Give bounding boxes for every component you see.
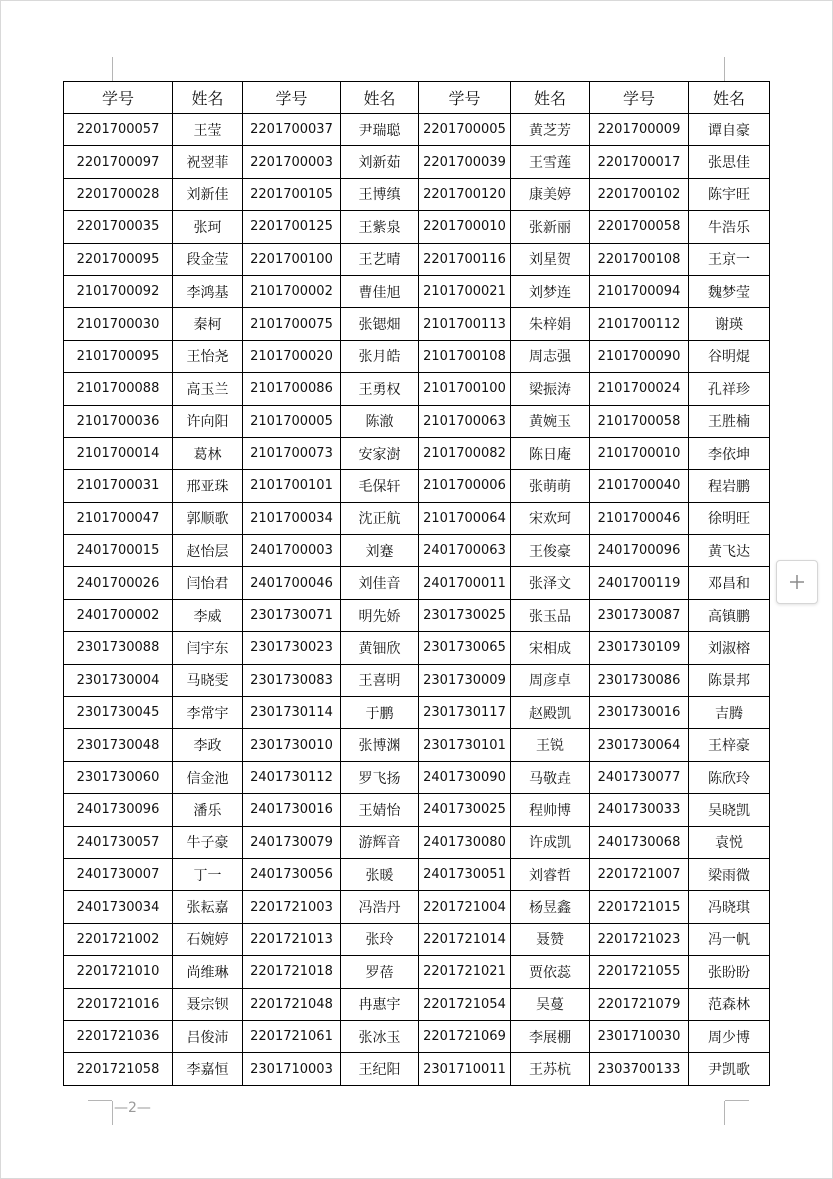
student-id-cell: 2101700040 [590, 470, 689, 502]
student-name-cell: 牛浩乐 [689, 211, 770, 243]
student-id-cell: 2201721002 [64, 923, 173, 955]
student-name-cell: 王雪莲 [511, 146, 590, 178]
student-id-cell: 2401730112 [243, 761, 341, 793]
column-header-name: 姓名 [511, 82, 590, 114]
student-id-cell: 2401730096 [64, 794, 173, 826]
student-name-cell: 王莹 [173, 114, 243, 146]
student-name-cell: 王婧怡 [341, 794, 419, 826]
student-name-cell: 周少博 [689, 1020, 770, 1052]
table-row [64, 1020, 770, 1052]
student-id-cell: 2301730060 [64, 761, 173, 793]
student-id-cell: 2101700095 [64, 340, 173, 372]
student-id-cell: 2201700116 [419, 243, 511, 275]
student-name-cell: 吉腾 [689, 697, 770, 729]
student-id-cell: 2101700031 [64, 470, 173, 502]
student-name-cell: 高玉兰 [173, 373, 243, 405]
student-id-cell: 2201700120 [419, 178, 511, 210]
student-id-cell: 2201721003 [243, 891, 341, 923]
table-row [64, 211, 770, 243]
student-name-cell: 王紫泉 [341, 211, 419, 243]
student-id-cell: 2201700037 [243, 114, 341, 146]
student-id-cell: 2401730090 [419, 761, 511, 793]
column-header-student-id: 学号 [590, 82, 689, 114]
student-id-cell: 2201721004 [419, 891, 511, 923]
student-name-cell: 王梓豪 [689, 729, 770, 761]
student-id-cell: 2201700035 [64, 211, 173, 243]
table-row [64, 405, 770, 437]
student-name-cell: 张博渊 [341, 729, 419, 761]
student-name-cell: 谭自豪 [689, 114, 770, 146]
student-id-cell: 2401700002 [64, 599, 173, 631]
student-id-cell: 2101700030 [64, 308, 173, 340]
table-row [64, 1053, 770, 1085]
student-id-cell: 2401730051 [419, 858, 511, 890]
student-name-cell: 谢瑛 [689, 308, 770, 340]
crop-mark [112, 1101, 113, 1125]
student-name-cell: 潘乐 [173, 794, 243, 826]
student-name-cell: 安家澍 [341, 437, 419, 469]
student-id-cell: 2401730016 [243, 794, 341, 826]
student-name-cell: 吴晓凯 [689, 794, 770, 826]
student-id-cell: 2201721021 [419, 956, 511, 988]
student-name-cell: 郭顺歌 [173, 502, 243, 534]
student-table-container [63, 81, 769, 1086]
student-id-cell: 2301730117 [419, 697, 511, 729]
student-name-cell: 刘星贺 [511, 243, 590, 275]
student-name-cell: 张锶畑 [341, 308, 419, 340]
student-id-cell: 2201700125 [243, 211, 341, 243]
student-name-cell: 赵怡层 [173, 535, 243, 567]
student-id-cell: 2201721023 [590, 923, 689, 955]
student-id-cell: 2401700096 [590, 535, 689, 567]
student-name-cell: 牛子豪 [173, 826, 243, 858]
student-name-cell: 张玲 [341, 923, 419, 955]
student-name-cell: 梁雨微 [689, 858, 770, 890]
student-name-cell: 陈澈 [341, 405, 419, 437]
student-name-cell: 张珂 [173, 211, 243, 243]
table-row [64, 729, 770, 761]
student-name-cell: 王艺晴 [341, 243, 419, 275]
student-name-cell: 孔祥珍 [689, 373, 770, 405]
student-id-cell: 2101700082 [419, 437, 511, 469]
student-id-cell: 2201721058 [64, 1053, 173, 1085]
student-name-cell: 冯一帆 [689, 923, 770, 955]
student-name-cell: 张暖 [341, 858, 419, 890]
table-row [64, 275, 770, 307]
student-id-cell: 2201721048 [243, 988, 341, 1020]
student-name-cell: 陈景邦 [689, 664, 770, 696]
student-name-cell: 吕俊沛 [173, 1020, 243, 1052]
student-name-cell: 信金池 [173, 761, 243, 793]
student-id-cell: 2201700108 [590, 243, 689, 275]
table-row [64, 761, 770, 793]
student-name-cell: 陈欣玲 [689, 761, 770, 793]
student-id-cell: 2301710003 [243, 1053, 341, 1085]
student-id-cell: 2101700094 [590, 275, 689, 307]
student-name-cell: 程岩鹏 [689, 470, 770, 502]
student-name-cell: 黄飞达 [689, 535, 770, 567]
student-name-cell: 宋相成 [511, 632, 590, 664]
student-id-cell: 2101700010 [590, 437, 689, 469]
student-name-cell: 游辉音 [341, 826, 419, 858]
student-id-cell: 2301730064 [590, 729, 689, 761]
student-name-cell: 秦柯 [173, 308, 243, 340]
student-id-cell: 2201721016 [64, 988, 173, 1020]
student-name-cell: 刘新茹 [341, 146, 419, 178]
table-row [64, 988, 770, 1020]
student-name-cell: 葛林 [173, 437, 243, 469]
student-name-cell: 许成凯 [511, 826, 590, 858]
student-id-cell: 2401730033 [590, 794, 689, 826]
student-name-cell: 沈正航 [341, 502, 419, 534]
student-name-cell: 梁振涛 [511, 373, 590, 405]
student-id-cell: 2301730071 [243, 599, 341, 631]
student-name-cell: 尚维琳 [173, 956, 243, 988]
table-row [64, 858, 770, 890]
student-name-cell: 刘梦连 [511, 275, 590, 307]
add-button[interactable] [776, 560, 818, 604]
column-header-name: 姓名 [689, 82, 770, 114]
student-id-cell: 2101700024 [590, 373, 689, 405]
student-id-cell: 2101700014 [64, 437, 173, 469]
student-name-cell: 毛保轩 [341, 470, 419, 502]
student-id-cell: 2201700105 [243, 178, 341, 210]
student-id-cell: 2401730080 [419, 826, 511, 858]
page-number-value: 2 [128, 1100, 137, 1116]
student-id-cell: 2301730065 [419, 632, 511, 664]
student-name-cell: 闫宇东 [173, 632, 243, 664]
student-id-cell: 2401730025 [419, 794, 511, 826]
student-name-cell: 范森林 [689, 988, 770, 1020]
student-id-cell: 2101700108 [419, 340, 511, 372]
student-name-cell: 许向阳 [173, 405, 243, 437]
student-name-cell: 邓昌和 [689, 567, 770, 599]
student-id-cell: 2201721069 [419, 1020, 511, 1052]
student-id-cell: 2101700002 [243, 275, 341, 307]
table-row [64, 437, 770, 469]
student-id-cell: 2401700011 [419, 567, 511, 599]
student-name-cell: 李鸿基 [173, 275, 243, 307]
column-header-student-id: 学号 [64, 82, 173, 114]
student-name-cell: 李威 [173, 599, 243, 631]
column-header-name: 姓名 [341, 82, 419, 114]
student-table [63, 81, 770, 1086]
student-id-cell: 2201700005 [419, 114, 511, 146]
student-name-cell: 罗飞扬 [341, 761, 419, 793]
student-id-cell: 2201721013 [243, 923, 341, 955]
student-name-cell: 康美婷 [511, 178, 590, 210]
student-name-cell: 张冰玉 [341, 1020, 419, 1052]
student-id-cell: 2101700101 [243, 470, 341, 502]
student-id-cell: 2301730009 [419, 664, 511, 696]
table-row [64, 599, 770, 631]
table-row [64, 632, 770, 664]
student-id-cell: 2301730016 [590, 697, 689, 729]
student-id-cell: 2401700119 [590, 567, 689, 599]
student-name-cell: 刘蹇 [341, 535, 419, 567]
student-name-cell: 张萌萌 [511, 470, 590, 502]
table-row [64, 243, 770, 275]
student-name-cell: 张泽文 [511, 567, 590, 599]
student-id-cell: 2301730109 [590, 632, 689, 664]
student-id-cell: 2101700006 [419, 470, 511, 502]
student-name-cell: 尹瑞聪 [341, 114, 419, 146]
student-id-cell: 2201700039 [419, 146, 511, 178]
student-name-cell: 明先娇 [341, 599, 419, 631]
student-id-cell: 2201700009 [590, 114, 689, 146]
student-name-cell: 邢亚珠 [173, 470, 243, 502]
student-name-cell: 石婉婷 [173, 923, 243, 955]
student-id-cell: 2201700100 [243, 243, 341, 275]
student-id-cell: 2101700112 [590, 308, 689, 340]
student-name-cell: 张耘嘉 [173, 891, 243, 923]
student-name-cell: 王喜明 [341, 664, 419, 696]
page-number: —2— [114, 1100, 151, 1116]
student-id-cell: 2401730057 [64, 826, 173, 858]
student-id-cell: 2201721061 [243, 1020, 341, 1052]
student-id-cell: 2201721014 [419, 923, 511, 955]
table-body [64, 114, 770, 1086]
student-id-cell: 2101700046 [590, 502, 689, 534]
student-id-cell: 2301730083 [243, 664, 341, 696]
student-id-cell: 2201721010 [64, 956, 173, 988]
student-id-cell: 2101700092 [64, 275, 173, 307]
student-id-cell: 2401700026 [64, 567, 173, 599]
table-row [64, 373, 770, 405]
student-id-cell: 2101700047 [64, 502, 173, 534]
student-name-cell: 袁悦 [689, 826, 770, 858]
student-id-cell: 2201700017 [590, 146, 689, 178]
column-header-student-id: 学号 [243, 82, 341, 114]
student-name-cell: 王勇权 [341, 373, 419, 405]
student-name-cell: 徐明旺 [689, 502, 770, 534]
student-name-cell: 祝翌菲 [173, 146, 243, 178]
student-name-cell: 张新丽 [511, 211, 590, 243]
student-id-cell: 2301730086 [590, 664, 689, 696]
crop-mark [724, 57, 725, 81]
student-id-cell: 2201721054 [419, 988, 511, 1020]
student-name-cell: 张盼盼 [689, 956, 770, 988]
student-name-cell: 冯浩丹 [341, 891, 419, 923]
student-id-cell: 2401730068 [590, 826, 689, 858]
student-id-cell: 2301730025 [419, 599, 511, 631]
student-id-cell: 2201721007 [590, 858, 689, 890]
student-id-cell: 2101700088 [64, 373, 173, 405]
student-name-cell: 冯晓琪 [689, 891, 770, 923]
student-name-cell: 马晓雯 [173, 664, 243, 696]
student-name-cell: 杨昱鑫 [511, 891, 590, 923]
student-name-cell: 王怡尧 [173, 340, 243, 372]
student-name-cell: 李嘉恒 [173, 1053, 243, 1085]
table-row [64, 664, 770, 696]
student-name-cell: 宋欢珂 [511, 502, 590, 534]
student-id-cell: 2301710030 [590, 1020, 689, 1052]
student-name-cell: 高镇鹏 [689, 599, 770, 631]
student-name-cell: 王胜楠 [689, 405, 770, 437]
table-row [64, 956, 770, 988]
student-name-cell: 于鹏 [341, 697, 419, 729]
student-id-cell: 2101700073 [243, 437, 341, 469]
table-row [64, 178, 770, 210]
student-name-cell: 丁一 [173, 858, 243, 890]
student-name-cell: 马敬垚 [511, 761, 590, 793]
student-id-cell: 2101700090 [590, 340, 689, 372]
student-id-cell: 2401700015 [64, 535, 173, 567]
student-name-cell: 周彦卓 [511, 664, 590, 696]
student-id-cell: 2201721079 [590, 988, 689, 1020]
student-id-cell: 2201700028 [64, 178, 173, 210]
student-id-cell: 2201700010 [419, 211, 511, 243]
student-name-cell: 陈日庵 [511, 437, 590, 469]
student-id-cell: 2101700113 [419, 308, 511, 340]
student-id-cell: 2301730088 [64, 632, 173, 664]
student-id-cell: 2201700095 [64, 243, 173, 275]
student-id-cell: 2201721055 [590, 956, 689, 988]
table-header-row [64, 82, 770, 114]
student-id-cell: 2201700097 [64, 146, 173, 178]
student-id-cell: 2101700075 [243, 308, 341, 340]
student-id-cell: 2401730007 [64, 858, 173, 890]
student-name-cell: 聂宗钡 [173, 988, 243, 1020]
student-name-cell: 程帅博 [511, 794, 590, 826]
table-row [64, 923, 770, 955]
student-id-cell: 2301730023 [243, 632, 341, 664]
student-name-cell: 黄芝芳 [511, 114, 590, 146]
student-id-cell: 2201700102 [590, 178, 689, 210]
student-name-cell: 张思佳 [689, 146, 770, 178]
student-name-cell: 王纪阳 [341, 1053, 419, 1085]
student-id-cell: 2301710011 [419, 1053, 511, 1085]
student-id-cell: 2401700003 [243, 535, 341, 567]
student-id-cell: 2101700100 [419, 373, 511, 405]
table-row [64, 114, 770, 146]
table-row [64, 340, 770, 372]
plus-icon [788, 573, 806, 591]
student-id-cell: 2101700005 [243, 405, 341, 437]
student-name-cell: 罗蓓 [341, 956, 419, 988]
student-name-cell: 黄钿欣 [341, 632, 419, 664]
table-row [64, 891, 770, 923]
student-name-cell: 朱梓娟 [511, 308, 590, 340]
student-name-cell: 段金莹 [173, 243, 243, 275]
table-row [64, 535, 770, 567]
student-id-cell: 2201721018 [243, 956, 341, 988]
crop-mark [724, 1101, 725, 1125]
student-name-cell: 张玉品 [511, 599, 590, 631]
student-name-cell: 李依坤 [689, 437, 770, 469]
student-name-cell: 魏梦莹 [689, 275, 770, 307]
student-id-cell: 2301730048 [64, 729, 173, 761]
student-id-cell: 2301730045 [64, 697, 173, 729]
student-name-cell: 刘睿哲 [511, 858, 590, 890]
crop-mark [725, 1100, 749, 1101]
student-id-cell: 2401730077 [590, 761, 689, 793]
student-id-cell: 2101700034 [243, 502, 341, 534]
student-id-cell: 2201721015 [590, 891, 689, 923]
student-name-cell: 吴蔓 [511, 988, 590, 1020]
student-name-cell: 冉惠宇 [341, 988, 419, 1020]
student-id-cell: 2301730087 [590, 599, 689, 631]
student-id-cell: 2101700063 [419, 405, 511, 437]
student-name-cell: 王苏杭 [511, 1053, 590, 1085]
student-name-cell: 陈宇旺 [689, 178, 770, 210]
student-id-cell: 2301730004 [64, 664, 173, 696]
table-row [64, 826, 770, 858]
table-row [64, 146, 770, 178]
student-id-cell: 2201700003 [243, 146, 341, 178]
column-header-student-id: 学号 [419, 82, 511, 114]
student-id-cell: 2201700058 [590, 211, 689, 243]
student-id-cell: 2301730010 [243, 729, 341, 761]
crop-mark [88, 1100, 112, 1101]
student-name-cell: 刘新佳 [173, 178, 243, 210]
student-id-cell: 2401700046 [243, 567, 341, 599]
student-name-cell: 周志强 [511, 340, 590, 372]
student-id-cell: 2201721036 [64, 1020, 173, 1052]
student-name-cell: 王京一 [689, 243, 770, 275]
table-row [64, 794, 770, 826]
student-name-cell: 谷明焜 [689, 340, 770, 372]
student-name-cell: 李常宇 [173, 697, 243, 729]
student-id-cell: 2101700036 [64, 405, 173, 437]
student-id-cell: 2101700058 [590, 405, 689, 437]
student-id-cell: 2401730079 [243, 826, 341, 858]
student-name-cell: 王俊豪 [511, 535, 590, 567]
student-name-cell: 尹凯歌 [689, 1053, 770, 1085]
student-name-cell: 王博缜 [341, 178, 419, 210]
student-name-cell: 闫怡君 [173, 567, 243, 599]
table-row [64, 502, 770, 534]
table-row [64, 470, 770, 502]
student-name-cell: 王锐 [511, 729, 590, 761]
student-name-cell: 张月皓 [341, 340, 419, 372]
student-id-cell: 2303700133 [590, 1053, 689, 1085]
column-header-name: 姓名 [173, 82, 243, 114]
student-name-cell: 曹佳旭 [341, 275, 419, 307]
student-id-cell: 2201700057 [64, 114, 173, 146]
student-name-cell: 李展棚 [511, 1020, 590, 1052]
student-id-cell: 2101700020 [243, 340, 341, 372]
student-name-cell: 刘淑榕 [689, 632, 770, 664]
student-name-cell: 贾依蕊 [511, 956, 590, 988]
student-name-cell: 赵殿凯 [511, 697, 590, 729]
student-name-cell: 刘佳音 [341, 567, 419, 599]
student-name-cell: 黄婉玉 [511, 405, 590, 437]
table-row [64, 567, 770, 599]
student-id-cell: 2101700086 [243, 373, 341, 405]
student-id-cell: 2401730056 [243, 858, 341, 890]
student-id-cell: 2101700021 [419, 275, 511, 307]
student-id-cell: 2401700063 [419, 535, 511, 567]
crop-mark [112, 57, 113, 81]
table-row [64, 697, 770, 729]
student-id-cell: 2301730101 [419, 729, 511, 761]
student-id-cell: 2101700064 [419, 502, 511, 534]
table-row [64, 308, 770, 340]
student-name-cell: 李政 [173, 729, 243, 761]
student-name-cell: 聂赞 [511, 923, 590, 955]
student-id-cell: 2401730034 [64, 891, 173, 923]
student-id-cell: 2301730114 [243, 697, 341, 729]
